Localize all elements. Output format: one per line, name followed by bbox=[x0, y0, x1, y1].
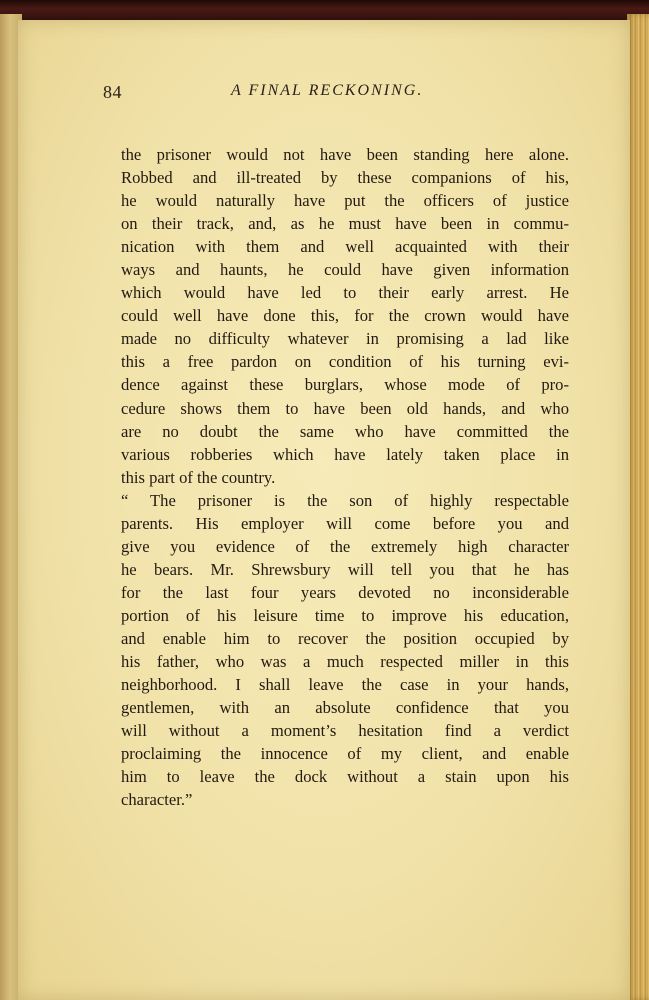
text-line: parents. His employer will come before you and bbox=[121, 513, 569, 533]
running-head: A FINAL RECKONING. bbox=[231, 82, 424, 99]
text-line: neighborhood. I shall leave the case in your hands, bbox=[121, 675, 569, 695]
text-line: proclaiming the innocence of my client, and enable bbox=[121, 744, 569, 764]
text-line: gentlemen, with an absolute confidence that you bbox=[121, 698, 569, 718]
book-page-edges bbox=[627, 14, 649, 1000]
page-header bbox=[103, 82, 573, 108]
text-line: “ The prisoner is the son of highly respectable bbox=[121, 490, 569, 510]
text-line: his father, who was a much respected miller in this bbox=[121, 652, 569, 672]
text-line: made no difficulty whatever in promising a lad like bbox=[121, 329, 569, 349]
text-line: nication with them and well acquainted with their bbox=[121, 237, 569, 257]
text-line: he would naturally have put the officers of justice bbox=[121, 191, 569, 211]
text-line: Robbed and ill-treated by these companions of his, bbox=[121, 168, 569, 188]
text-line: give you evidence of the extremely high character bbox=[121, 536, 569, 556]
text-line: which would have led to their early arrest. He bbox=[121, 283, 569, 303]
text-line: portion of his leisure time to improve his education, bbox=[121, 605, 569, 625]
text-line: could well have done this, for the crown would have bbox=[121, 306, 569, 326]
text-line: he bears. Mr. Shrewsbury will tell you that he has bbox=[121, 559, 569, 579]
page-number: 84 bbox=[103, 82, 122, 102]
text-line: will without a moment’s hesitation find a verdict bbox=[121, 721, 569, 741]
text-line: ways and haunts, he could have given information bbox=[121, 260, 569, 280]
text-line: this part of the country. bbox=[121, 467, 276, 487]
text-line: him to leave the dock without a stain upon his bbox=[121, 767, 569, 787]
body-text bbox=[121, 143, 569, 811]
text-line: for the last four years devoted no inconsiderable bbox=[121, 582, 569, 602]
text-line: are no doubt the same who have committed the bbox=[121, 421, 569, 441]
text-line: various robberies which have lately taken place in bbox=[121, 444, 569, 464]
text-line: dence against these burglars, whose mode of pro- bbox=[121, 375, 569, 395]
text-line: cedure shows them to have been old hands, and who bbox=[121, 398, 569, 418]
book-binding-top bbox=[0, 0, 649, 22]
text-line: and enable him to recover the position occupied by bbox=[121, 628, 569, 648]
text-line: this a free pardon on condition of his turning evi- bbox=[121, 352, 569, 372]
text-line: the prisoner would not have been standing here alone. bbox=[121, 145, 569, 164]
text-line: character.” bbox=[121, 790, 193, 810]
text-line: on their track, and, as he must have been in commu- bbox=[121, 214, 569, 234]
